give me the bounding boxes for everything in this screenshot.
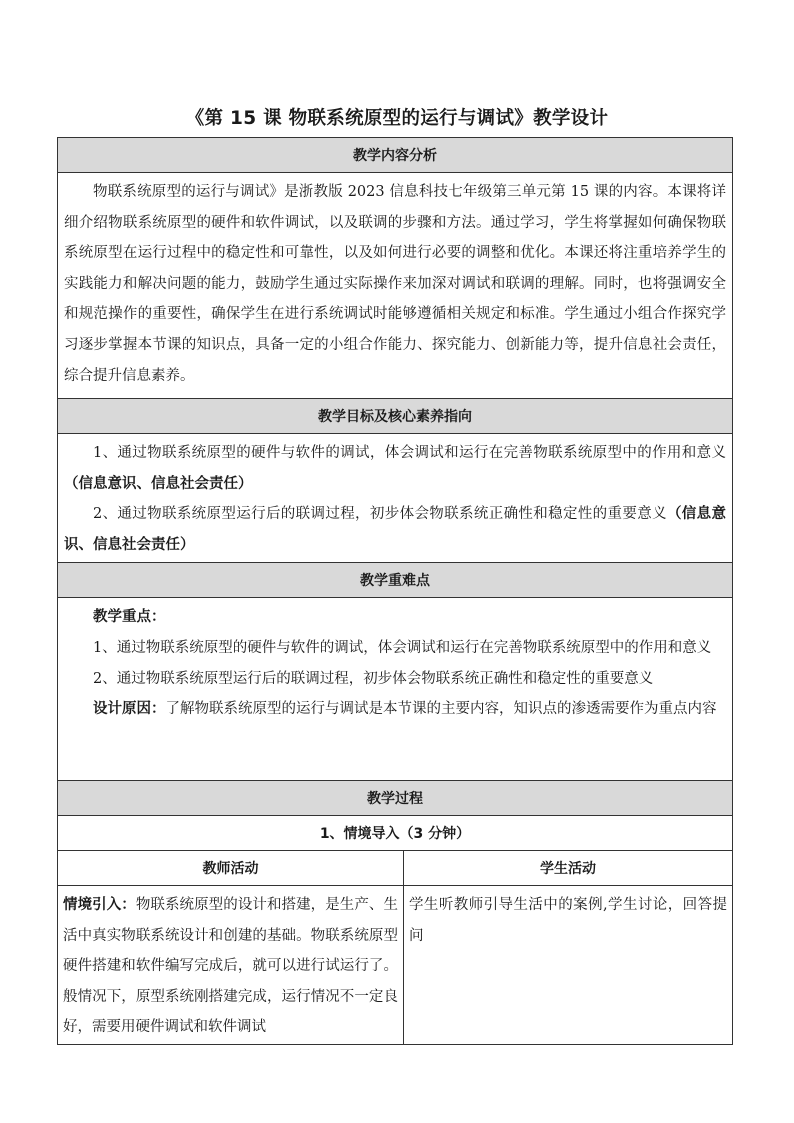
keypoints-label: 教学重点： [93, 608, 166, 626]
lesson-plan-table [57, 137, 733, 1045]
process-section-1: 1、情境导入（3 分钟） [58, 816, 733, 851]
analysis-heading: 教学内容分析 [58, 138, 733, 173]
keypoint-item-1: 1、通过物联系统原型的硬件与软件的调试，体会调试和运行在完善物联系统原型中的作用和意义 [93, 639, 712, 656]
objectives-heading: 教学目标及核心素养指向 [58, 399, 733, 434]
teacher-activity-text: 物联系统原型的设计和搭建，是生产、生活中真实物联系统设计和创建的基础。物联系统原型硬件搭建和软件编写完成后，就可以进行试运行了。般情况下，原型系统刚搭建完成，运行情况不一定良好，需要用硬件调试和软件调试 [63, 897, 399, 1035]
objectives-body [58, 434, 733, 563]
teacher-activity-cell [58, 886, 404, 1045]
objective-item-2-tag: （信息意识、信息社会责任） [64, 505, 726, 553]
design-reason-label: 设计原因： [93, 700, 166, 718]
objective-item-1-tag: （信息意识、信息社会责任） [64, 474, 253, 492]
objective-item-1: 1、通过物联系统原型的硬件与软件的调试，体会调试和运行在完善物联系统原型中的作用和意义（信息意识、信息社会责任） [64, 445, 726, 492]
teacher-activity-label: 情境引入： [63, 896, 136, 914]
document-title: 《第 15 课 物联系统原型的运行与调试》教学设计 [185, 108, 609, 129]
design-reason: 设计原因：了解物联系统原型的运行与调试是本节课的主要内容，知识点的渗透需要作为重点内容 [93, 700, 717, 718]
analysis-text: 物联系统原型的运行与调试》是浙教版 2023 信息科技七年级第三单元第 15 课的内容。本课将详细介绍物联系统原型的硬件和软件调试，以及联调的步骤和方法。通过学习，学生将掌握如何确保物联系统原型在运行过程中的稳定性和可靠性，以及如何进行必要的调整和优化。本课还将注重培养学生的实践能力和解决问题的能力，鼓励学生通过实际操作来加深对调试和联调的理解。同时，也将强调安全和规范操作的重要性，确保学生在进行系统调试时能够遵循相关规定和标准。学生通过小组合作探究学习逐步掌握本节课的知识点，具备一定的小组合作能力、探究能力、创新能力等，提升信息社会责任，综合提升信息素养。 [58, 173, 733, 399]
process-heading: 教学过程 [58, 781, 733, 816]
keypoints-heading: 教学重难点 [58, 563, 733, 598]
teacher-activity-header: 教师活动 [58, 851, 404, 886]
keypoints-body [58, 598, 733, 781]
student-activity-cell: 学生听教师引导生活中的案例,学生讨论，回答提问 [404, 886, 733, 1045]
keypoint-item-2: 2、通过物联系统原型运行后的联调过程，初步体会物联系统正确性和稳定性的重要意义 [93, 670, 654, 687]
student-activity-header: 学生活动 [404, 851, 733, 886]
objective-item-2: 2、通过物联系统原型运行后的联调过程，初步体会物联系统正确性和稳定性的重要意义（信息意识、信息社会责任） [64, 505, 726, 553]
